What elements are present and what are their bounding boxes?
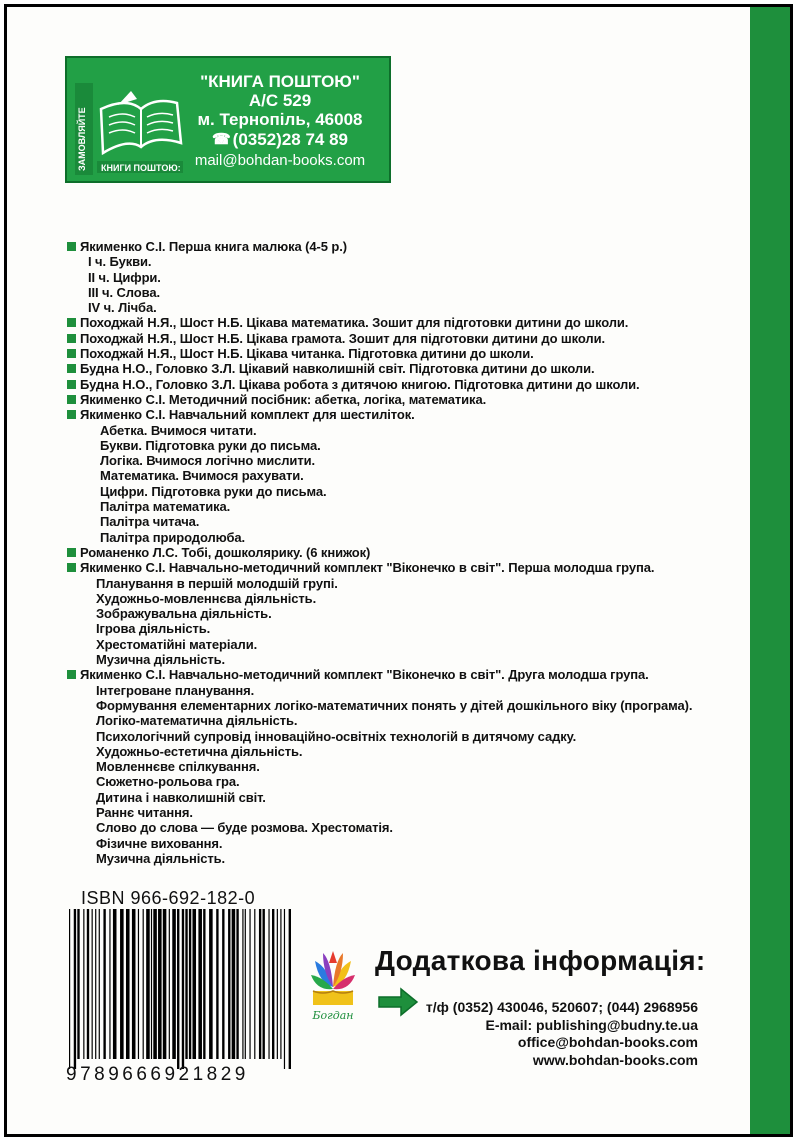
- barcode-bar: [146, 909, 150, 1059]
- barcode-bar: [192, 909, 196, 1059]
- book-entry: [66, 361, 756, 376]
- barcode-bar: [198, 909, 202, 1059]
- green-square-bullet-icon: [67, 410, 76, 419]
- barcode-bar: [216, 909, 218, 1059]
- barcode-bar: [185, 909, 187, 1059]
- order-title: "КНИГА ПОШТОЮ": [200, 72, 360, 91]
- book-entry: [66, 377, 756, 392]
- book-subtitle: Музична діяльність.: [96, 850, 226, 866]
- book-subtitle: Сюжетно-рольова гра.: [96, 774, 240, 790]
- barcode-bar: [242, 909, 243, 1059]
- barcode-bar: [103, 909, 105, 1059]
- barcode-bar: [169, 909, 170, 1059]
- green-square-bullet-icon: [67, 563, 76, 572]
- book-entry: [66, 560, 756, 575]
- barcode-bar: [232, 909, 236, 1059]
- barcode-bar: [163, 909, 167, 1059]
- barcode-bar: [203, 909, 205, 1059]
- barcode-bar: [277, 909, 278, 1059]
- book-subtitle: Абетка. Вчимося читати.: [100, 422, 257, 438]
- book-subtitle: Музична діяльність.: [96, 652, 226, 668]
- book-entry: [66, 346, 756, 361]
- barcode-bar: [268, 909, 269, 1059]
- book-subtitle: Логіко-математична діяльність.: [96, 713, 298, 729]
- barcode-bar: [109, 909, 110, 1059]
- barcode-digits: 9789666921829: [66, 1064, 249, 1085]
- barcode-bar: [272, 909, 274, 1059]
- book-subtitle: Дитина і навколишній світ.: [96, 789, 266, 805]
- order-by-mail-box: [65, 56, 391, 183]
- book-subtitle: Хрестоматійні матеріали.: [96, 636, 258, 652]
- book-subtitle: Фізичне виховання.: [96, 835, 223, 851]
- barcode-bar: [259, 909, 261, 1059]
- book-subtitle: Мовленнєве спілкування.: [96, 759, 260, 775]
- book-entry-title: Якименко С.І. Методичний посібник: абетка, логіка, математика.: [80, 391, 487, 407]
- book-subtitle: Ігрова діяльність.: [96, 621, 211, 637]
- green-square-bullet-icon: [67, 395, 76, 404]
- book-subtitle: Психологічний супровід інноваційно-освітніх технологій в дитячому садку.: [96, 728, 577, 744]
- barcode-bar: [143, 909, 144, 1059]
- book-subtitle: Букви. Підготовка руки до письма.: [100, 437, 321, 453]
- barcode-bar: [158, 909, 162, 1059]
- book-subtitle: Художньо-мовленнєва діяльність.: [96, 590, 317, 606]
- barcode-bar: [126, 909, 130, 1059]
- book-entry-title: Будна Н.О., Головко З.Л. Цікава робота з дитячою книгою. Підготовка дитини до школи.: [80, 376, 640, 392]
- book-back-cover: [4, 4, 793, 1137]
- contact-info: [426, 999, 698, 1069]
- arrow-right-icon: [377, 987, 419, 1017]
- book-list: [66, 239, 756, 866]
- barcode-bar: [138, 909, 139, 1059]
- green-square-bullet-icon: [67, 364, 76, 373]
- barcode-bar: [87, 909, 89, 1059]
- barcode-bar: [263, 909, 265, 1059]
- book-entry-title: Якименко С.І. Навчальний комплект для шестиліток.: [80, 407, 415, 423]
- barcode-bar: [74, 909, 76, 1069]
- barcode-bar: [83, 909, 84, 1059]
- barcode-bar: [132, 909, 136, 1059]
- barcode-bar: [182, 909, 184, 1069]
- book-subtitle: Палітра природолюба.: [100, 529, 246, 545]
- order-po-box: А/С 529: [248, 91, 312, 110]
- book-subtitle: Цифри. Підготовка руки до письма.: [100, 483, 327, 499]
- book-subtitle: Палітра читача.: [100, 514, 200, 530]
- green-square-bullet-icon: [67, 349, 76, 358]
- order-city: м. Тернопіль, 46008: [197, 110, 363, 129]
- green-square-bullet-icon: [67, 380, 76, 389]
- book-entry: [66, 407, 756, 422]
- book-entry-title: Походжай Н.Я., Шост Н.Б. Цікава грамота. Зошит для підготовки дитини до школи.: [80, 330, 605, 346]
- barcode-bar: [172, 909, 176, 1059]
- green-square-bullet-icon: [67, 548, 76, 557]
- barcode-bar: [222, 909, 224, 1059]
- barcode-bar: [151, 909, 152, 1059]
- book-subtitle: ІV ч. Лічба.: [88, 300, 157, 316]
- cover-spine-stripe: [750, 7, 790, 1134]
- book-subtitle: ІІ ч. Цифри.: [88, 269, 161, 285]
- bohdan-publisher-logo-icon: [307, 947, 359, 1025]
- green-square-bullet-icon: [67, 334, 76, 343]
- barcode-bar: [289, 909, 291, 1069]
- green-square-bullet-icon: [67, 242, 76, 251]
- green-square-bullet-icon: [67, 670, 76, 679]
- book-subtitle: Логіка. Вчимося логічно мислити.: [100, 453, 315, 469]
- book-entry-title: Походжай Н.Я., Шост Н.Б. Цікава читанка. Підготовка дитини до школи.: [80, 346, 534, 362]
- barcode-bar: [113, 909, 117, 1059]
- book-entry-title: Походжай Н.Я., Шост Н.Б. Цікава математика. Зошит для підготовки дитини до школи.: [80, 315, 629, 331]
- barcode-bar: [69, 909, 70, 1069]
- book-subtitle: І ч. Букви.: [88, 254, 152, 270]
- book-entry-title: Якименко С.І. Перша книга малюка (4-5 р.): [80, 239, 347, 254]
- barcode-bar: [99, 909, 100, 1059]
- book-entry-title: Якименко С.І. Навчально-методичний комплект "Віконечко в світ". Перша молодша група.: [80, 560, 655, 576]
- book-subtitle: ІІІ ч. Слова.: [88, 284, 160, 300]
- contact-office-email[interactable]: office@bohdan-books.com: [517, 1034, 698, 1050]
- logo-bottom-text: КНИГИ ПОШТОЮ:: [101, 163, 181, 173]
- order-email[interactable]: mail@bohdan-books.com: [194, 152, 366, 169]
- barcode-bar: [209, 909, 213, 1059]
- barcode-bar: [189, 909, 191, 1059]
- contact-website[interactable]: www.bohdan-books.com: [532, 1051, 698, 1068]
- book-entry: [66, 239, 756, 254]
- book-entry: [66, 331, 756, 346]
- book-entry-title: Романенко Л.С. Тобі, дошколярику. (6 книжок): [80, 544, 371, 560]
- book-entry: [66, 545, 756, 560]
- book-subtitle: Формування елементарних логіко-математичних понять у дітей дошкільного віку (програма).: [96, 697, 693, 713]
- book-subtitle: Зображувальна діяльність.: [96, 606, 272, 622]
- book-subtitle: Інтегроване планування.: [96, 682, 255, 698]
- book-subtitle: Раннє читання.: [96, 804, 193, 820]
- book-entry-title: Будна Н.О., Головко З.Л. Цікавий навколишній світ. Підготовка дитини до школи.: [80, 361, 595, 377]
- barcode-bar: [228, 909, 230, 1059]
- barcode-bar: [280, 909, 281, 1059]
- green-square-bullet-icon: [67, 318, 76, 327]
- book-subtitle: Палітра математика.: [100, 499, 231, 515]
- telephone-icon: ☎: [211, 131, 231, 148]
- barcode-bar: [245, 909, 246, 1059]
- barcode-bar: [120, 909, 124, 1059]
- logo-side-text-1: ЗАМОВЛЯЙТЕ: [77, 107, 87, 171]
- book-subtitle: Слово до слова — буде розмова. Хрестоматія.: [96, 820, 393, 836]
- isbn-number: ISBN 966-692-182-0: [81, 888, 256, 908]
- barcode-bar: [153, 909, 157, 1059]
- barcode-bar: [92, 909, 93, 1059]
- book-subtitle: Планування в першій молодшій групі.: [96, 575, 338, 591]
- open-book-logo-icon: [73, 83, 185, 175]
- book-entry: [66, 315, 756, 330]
- book-subtitle: Математика. Вчимося рахувати.: [100, 468, 304, 484]
- book-subtitle: Художньо-естетична діяльність.: [96, 743, 303, 759]
- barcode-icon: [69, 909, 291, 1069]
- barcode-bar: [254, 909, 255, 1059]
- barcode-bar: [284, 909, 285, 1069]
- barcode-bar: [249, 909, 250, 1059]
- additional-info-title: Додаткова інформація:: [375, 945, 706, 976]
- barcode-bar: [95, 909, 96, 1059]
- barcode-bar: [177, 909, 179, 1069]
- order-phone-row: [212, 130, 348, 149]
- barcode-bar: [236, 909, 238, 1059]
- bohdan-logo-text: Богдан: [312, 1009, 354, 1022]
- order-address-block: [185, 72, 375, 170]
- barcode-bar: [77, 909, 79, 1059]
- order-phone: (0352)28 74 89: [232, 130, 348, 149]
- book-entry: [66, 667, 756, 682]
- contact-phone: т/ф (0352) 430046, 520607; (044) 2968956: [425, 999, 698, 1015]
- book-entry: [66, 392, 756, 407]
- contact-email[interactable]: E-mail: publishing@budny.te.ua: [485, 1016, 698, 1033]
- book-entry-title: Якименко С.І. Навчально-методичний комплект "Віконечко в світ". Друга молодша група.: [80, 667, 649, 683]
